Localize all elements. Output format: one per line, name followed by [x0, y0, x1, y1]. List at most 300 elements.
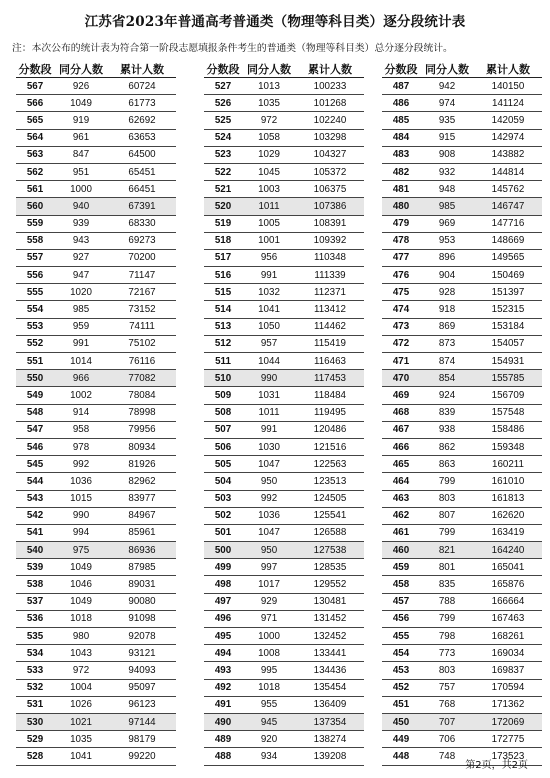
cumulative-count-cell: 145762 — [491, 183, 525, 195]
cumulative-count-cell: 119495 — [314, 407, 346, 419]
score-table-left — [16, 60, 176, 766]
table-row — [382, 233, 542, 250]
cumulative-count-cell: 105372 — [313, 166, 347, 178]
same-score-count-cell: 958 — [72, 424, 90, 436]
table-row — [204, 594, 364, 611]
table-row — [16, 78, 176, 95]
table-row — [16, 645, 176, 662]
score-cell: 478 — [392, 235, 410, 247]
table-row — [16, 628, 176, 645]
same-score-count-cell: 1020 — [70, 286, 92, 298]
same-score-count-cell: 920 — [260, 733, 278, 745]
table-row — [382, 525, 542, 542]
table-row — [382, 731, 542, 748]
same-score-count-cell: 839 — [438, 407, 456, 419]
cumulative-count-cell: 109392 — [313, 235, 347, 247]
same-score-count-cell: 821 — [438, 544, 456, 556]
table-row — [16, 525, 176, 542]
table-row — [204, 147, 364, 164]
cumulative-count-cell: 170594 — [491, 682, 525, 694]
score-cell: 461 — [392, 527, 410, 539]
score-cell: 519 — [214, 218, 232, 230]
cumulative-count-cell: 108391 — [313, 218, 347, 230]
cumulative-count-cell: 160211 — [492, 458, 524, 470]
score-cell: 553 — [26, 321, 44, 333]
score-cell: 456 — [392, 613, 410, 625]
table-row — [16, 198, 176, 215]
same-score-count-cell: 947 — [72, 269, 90, 281]
same-score-count-cell: 915 — [438, 132, 456, 144]
score-cell: 501 — [214, 527, 232, 539]
same-score-count-cell: 873 — [438, 338, 456, 350]
cumulative-count-cell: 164240 — [491, 544, 525, 556]
same-score-count-cell: 1036 — [258, 510, 280, 522]
cumulative-count-cell: 67391 — [128, 200, 156, 212]
cumulative-count-cell: 115419 — [314, 338, 346, 350]
cumulative-count-cell: 92078 — [128, 630, 156, 642]
table-row — [204, 164, 364, 181]
table-row — [16, 112, 176, 129]
same-score-count-cell: 1031 — [258, 389, 280, 401]
table-row — [204, 78, 364, 95]
cumulative-count-cell: 128535 — [313, 561, 347, 573]
cumulative-count-cell: 121516 — [313, 441, 347, 453]
table-row — [204, 628, 364, 645]
same-score-count-cell: 803 — [438, 493, 456, 505]
same-score-count-cell: 985 — [438, 200, 456, 212]
same-score-count-cell: 788 — [438, 596, 456, 608]
cumulative-count-cell: 70200 — [128, 252, 156, 264]
same-score-count-cell: 992 — [260, 493, 278, 505]
score-cell: 450 — [392, 716, 410, 728]
table-row — [382, 353, 542, 370]
same-score-count-cell: 956 — [260, 252, 278, 264]
cumulative-count-cell: 143882 — [491, 149, 525, 161]
table-row — [382, 112, 542, 129]
score-cell: 528 — [26, 750, 44, 762]
cumulative-count-cell: 112371 — [314, 286, 346, 298]
table-row — [382, 130, 542, 147]
score-cell: 483 — [392, 149, 410, 161]
same-score-count-cell: 994 — [72, 527, 90, 539]
same-score-count-cell: 1015 — [70, 493, 92, 505]
score-cell: 505 — [214, 458, 232, 470]
same-score-count-cell: 1041 — [70, 750, 92, 762]
score-cell: 463 — [392, 493, 410, 505]
same-score-count-cell: 1000 — [258, 630, 280, 642]
table-row — [204, 216, 364, 233]
cumulative-count-cell: 137354 — [313, 716, 347, 728]
table-row — [204, 181, 364, 198]
score-cell: 541 — [26, 527, 44, 539]
score-cell: 500 — [214, 544, 232, 556]
table-row — [382, 439, 542, 456]
table-row — [16, 301, 176, 318]
cumulative-count-cell: 150469 — [491, 269, 525, 281]
score-cell: 554 — [26, 304, 44, 316]
cumulative-count-cell: 161010 — [491, 475, 525, 487]
same-score-count-cell: 1046 — [70, 579, 92, 591]
cumulative-count-cell: 172775 — [491, 733, 525, 745]
cumulative-count-cell: 136409 — [313, 699, 347, 711]
same-score-count-cell: 1003 — [258, 183, 280, 195]
same-score-count-cell: 707 — [438, 716, 456, 728]
table-row — [382, 216, 542, 233]
cumulative-count-cell: 157548 — [491, 407, 525, 419]
cumulative-count-cell: 132452 — [313, 630, 347, 642]
cumulative-count-cell: 64500 — [128, 149, 156, 161]
table-row — [204, 250, 364, 267]
same-score-count-cell: 803 — [438, 664, 456, 676]
cumulative-count-cell: 95097 — [128, 682, 156, 694]
score-cell: 564 — [26, 132, 44, 144]
cumulative-count-cell: 76116 — [128, 355, 156, 367]
score-cell: 531 — [26, 699, 44, 711]
table-row — [204, 198, 364, 215]
score-cell: 558 — [26, 235, 44, 247]
cumulative-count-cell: 133441 — [313, 647, 347, 659]
same-score-count-cell: 919 — [72, 114, 90, 126]
table-row — [16, 147, 176, 164]
cumulative-count-cell: 125541 — [313, 510, 347, 522]
score-cell: 484 — [392, 132, 410, 144]
cumulative-count-cell: 103298 — [313, 132, 347, 144]
table-row — [16, 216, 176, 233]
same-score-count-cell: 799 — [438, 527, 456, 539]
page-title: 江苏省2023年普通高考普通类（物理等科目类）逐分段统计表 — [84, 14, 466, 30]
score-cell: 465 — [392, 458, 410, 470]
same-score-count-cell: 1017 — [258, 579, 280, 591]
same-score-count-cell: 991 — [260, 269, 278, 281]
score-cell: 542 — [26, 510, 44, 522]
score-cell: 551 — [26, 355, 44, 367]
score-cell: 527 — [214, 80, 232, 92]
same-score-count-cell: 1018 — [258, 682, 280, 694]
same-score-count-cell: 896 — [438, 252, 456, 264]
score-cell: 473 — [392, 321, 410, 333]
cumulative-count-cell: 118484 — [314, 389, 346, 401]
cumulative-count-cell: 152315 — [491, 304, 525, 316]
cumulative-count-cell: 61773 — [128, 97, 156, 109]
score-cell: 508 — [214, 407, 232, 419]
column-header: 累计人数 — [120, 62, 164, 76]
score-table-right — [382, 60, 542, 766]
cumulative-count-cell: 113412 — [314, 304, 346, 316]
same-score-count-cell: 934 — [260, 750, 278, 762]
column-header: 同分人数 — [59, 62, 103, 76]
score-cell: 467 — [392, 424, 410, 436]
score-cell: 545 — [26, 458, 44, 470]
score-cell: 504 — [214, 475, 232, 487]
score-cell: 462 — [392, 510, 410, 522]
cumulative-count-cell: 172069 — [491, 716, 525, 728]
score-cell: 481 — [392, 183, 410, 195]
cumulative-count-cell: 65451 — [128, 166, 156, 178]
table-row — [16, 353, 176, 370]
score-cell: 466 — [392, 441, 410, 453]
score-cell: 472 — [392, 338, 410, 350]
table-row — [204, 112, 364, 129]
cumulative-count-cell: 135454 — [313, 682, 347, 694]
score-cell: 522 — [214, 166, 232, 178]
table-row — [204, 336, 364, 353]
cumulative-count-cell: 104327 — [313, 149, 347, 161]
score-cell: 566 — [26, 97, 44, 109]
score-cell: 502 — [214, 510, 232, 522]
table-row — [204, 748, 364, 765]
same-score-count-cell: 1011 — [258, 407, 280, 419]
score-cell: 499 — [214, 561, 232, 573]
same-score-count-cell: 799 — [438, 613, 456, 625]
cumulative-count-cell: 85961 — [128, 527, 156, 539]
table-row — [382, 250, 542, 267]
cumulative-count-cell: 129552 — [313, 579, 347, 591]
same-score-count-cell: 940 — [72, 200, 90, 212]
cumulative-count-cell: 123513 — [313, 475, 347, 487]
table-row — [382, 662, 542, 679]
table-row — [16, 731, 176, 748]
score-cell: 453 — [392, 664, 410, 676]
same-score-count-cell: 955 — [260, 699, 278, 711]
table-note: 注：本次公布的统计表为符合第一阶段志愿填报条件考生的普通类（物理等科目类）总分逐分段统计。 — [12, 43, 453, 54]
score-cell: 555 — [26, 286, 44, 298]
column-header: 同分人数 — [247, 62, 291, 76]
same-score-count-cell: 706 — [438, 733, 456, 745]
table-row — [16, 576, 176, 593]
table-row — [204, 491, 364, 508]
cumulative-count-cell: 78084 — [128, 389, 156, 401]
same-score-count-cell: 1036 — [70, 475, 92, 487]
score-cell: 487 — [392, 80, 410, 92]
table-row — [382, 473, 542, 490]
table-row — [204, 697, 364, 714]
table-row — [16, 233, 176, 250]
same-score-count-cell: 1035 — [70, 733, 92, 745]
same-score-count-cell: 991 — [260, 424, 278, 436]
cumulative-count-cell: 169034 — [491, 647, 525, 659]
column-header: 累计人数 — [486, 62, 530, 76]
score-cell: 540 — [26, 544, 44, 556]
same-score-count-cell: 938 — [438, 424, 456, 436]
score-cell: 448 — [392, 750, 410, 762]
cumulative-count-cell: 163419 — [491, 527, 525, 539]
table-row — [204, 508, 364, 525]
table-row — [382, 198, 542, 215]
column-header: 同分人数 — [425, 62, 469, 76]
same-score-count-cell: 1049 — [70, 97, 92, 109]
same-score-count-cell: 1021 — [70, 716, 92, 728]
score-cell: 538 — [26, 579, 44, 591]
table-row — [16, 370, 176, 387]
table-row — [16, 611, 176, 628]
score-cell: 477 — [392, 252, 410, 264]
cumulative-count-cell: 91098 — [128, 613, 156, 625]
same-score-count-cell: 869 — [438, 321, 456, 333]
table-row — [204, 645, 364, 662]
same-score-count-cell: 974 — [438, 97, 456, 109]
same-score-count-cell: 948 — [438, 183, 456, 195]
score-cell: 485 — [392, 114, 410, 126]
score-cell: 498 — [214, 579, 232, 591]
cumulative-count-cell: 158486 — [491, 424, 525, 436]
score-cell: 470 — [392, 372, 410, 384]
cumulative-count-cell: 124505 — [313, 493, 347, 505]
score-cell: 490 — [214, 716, 232, 728]
same-score-count-cell: 854 — [438, 372, 456, 384]
same-score-count-cell: 773 — [438, 647, 456, 659]
score-cell: 510 — [214, 372, 232, 384]
cumulative-count-cell: 116463 — [314, 355, 346, 367]
table-row — [204, 405, 364, 422]
table-row — [382, 319, 542, 336]
same-score-count-cell: 1008 — [258, 647, 280, 659]
same-score-count-cell: 928 — [438, 286, 456, 298]
same-score-count-cell: 971 — [260, 613, 278, 625]
same-score-count-cell: 904 — [438, 269, 456, 281]
cumulative-count-cell: 149565 — [491, 252, 525, 264]
same-score-count-cell: 929 — [260, 596, 278, 608]
score-cell: 489 — [214, 733, 232, 745]
same-score-count-cell: 961 — [72, 132, 90, 144]
table-row — [16, 130, 176, 147]
score-cell: 535 — [26, 630, 44, 642]
table-row — [204, 473, 364, 490]
score-cell: 521 — [214, 183, 232, 195]
same-score-count-cell: 1043 — [70, 647, 92, 659]
cumulative-count-cell: 134436 — [313, 664, 347, 676]
column-header: 累计人数 — [308, 62, 352, 76]
score-cell: 537 — [26, 596, 44, 608]
same-score-count-cell: 966 — [72, 372, 90, 384]
same-score-count-cell: 932 — [438, 166, 456, 178]
table-row — [204, 731, 364, 748]
score-cell: 475 — [392, 286, 410, 298]
score-cell: 494 — [214, 647, 232, 659]
table-row — [382, 508, 542, 525]
table-row — [382, 680, 542, 697]
cumulative-count-cell: 155785 — [491, 372, 525, 384]
cumulative-count-cell: 68330 — [128, 218, 156, 230]
table-header-row — [16, 60, 176, 78]
cumulative-count-cell: 146747 — [491, 200, 525, 212]
table-row — [204, 233, 364, 250]
table-row — [382, 78, 542, 95]
score-cell: 559 — [26, 218, 44, 230]
score-cell: 493 — [214, 664, 232, 676]
score-cell: 560 — [26, 200, 44, 212]
score-cell: 492 — [214, 682, 232, 694]
cumulative-count-cell: 89031 — [128, 579, 156, 591]
score-cell: 452 — [392, 682, 410, 694]
score-cell: 479 — [392, 218, 410, 230]
table-row — [16, 319, 176, 336]
cumulative-count-cell: 127538 — [313, 544, 347, 556]
same-score-count-cell: 835 — [438, 579, 456, 591]
same-score-count-cell: 748 — [438, 750, 456, 762]
score-cell: 565 — [26, 114, 44, 126]
same-score-count-cell: 1000 — [70, 183, 92, 195]
table-row — [382, 456, 542, 473]
same-score-count-cell: 1044 — [258, 355, 280, 367]
table-row — [382, 336, 542, 353]
table-row — [382, 491, 542, 508]
same-score-count-cell: 950 — [260, 544, 278, 556]
table-row — [204, 680, 364, 697]
same-score-count-cell: 975 — [72, 544, 90, 556]
score-cell: 549 — [26, 389, 44, 401]
cumulative-count-cell: 99220 — [128, 750, 156, 762]
cumulative-count-cell: 154057 — [491, 338, 525, 350]
score-cell: 512 — [214, 338, 232, 350]
score-cell: 506 — [214, 441, 232, 453]
cumulative-count-cell: 77082 — [128, 372, 156, 384]
same-score-count-cell: 957 — [260, 338, 278, 350]
cumulative-count-cell: 84967 — [128, 510, 156, 522]
table-row — [16, 336, 176, 353]
score-cell: 534 — [26, 647, 44, 659]
table-row — [16, 405, 176, 422]
cumulative-count-cell: 71147 — [128, 269, 156, 281]
cumulative-count-cell: 117453 — [314, 372, 346, 384]
same-score-count-cell: 1029 — [258, 149, 280, 161]
cumulative-count-cell: 148669 — [491, 235, 525, 247]
score-cell: 503 — [214, 493, 232, 505]
table-row — [382, 267, 542, 284]
score-cell: 546 — [26, 441, 44, 453]
table-header-row — [382, 60, 542, 78]
cumulative-count-cell: 153184 — [491, 321, 525, 333]
same-score-count-cell: 951 — [72, 166, 90, 178]
same-score-count-cell: 990 — [260, 372, 278, 384]
cumulative-count-cell: 79956 — [128, 424, 156, 436]
cumulative-count-cell: 111339 — [314, 269, 346, 281]
score-cell: 511 — [215, 355, 231, 367]
column-header: 分数段 — [384, 62, 418, 76]
same-score-count-cell: 980 — [72, 630, 90, 642]
cumulative-count-cell: 144814 — [491, 166, 525, 178]
table-row — [16, 594, 176, 611]
table-row — [16, 164, 176, 181]
table-row — [382, 542, 542, 559]
same-score-count-cell: 943 — [72, 235, 90, 247]
cumulative-count-cell: 100233 — [313, 80, 347, 92]
cumulative-count-cell: 107386 — [313, 200, 347, 212]
same-score-count-cell: 914 — [72, 407, 90, 419]
table-row — [16, 559, 176, 576]
same-score-count-cell: 1035 — [258, 97, 280, 109]
same-score-count-cell: 798 — [438, 630, 456, 642]
same-score-count-cell: 1047 — [258, 527, 280, 539]
cumulative-count-cell: 171362 — [491, 699, 525, 711]
same-score-count-cell: 935 — [438, 114, 456, 126]
score-cell: 474 — [392, 304, 410, 316]
same-score-count-cell: 945 — [260, 716, 278, 728]
cumulative-count-cell: 141124 — [492, 97, 524, 109]
cumulative-count-cell: 114462 — [314, 321, 346, 333]
same-score-count-cell: 1013 — [258, 80, 280, 92]
cumulative-count-cell: 101268 — [313, 97, 347, 109]
cumulative-count-cell: 167463 — [491, 613, 525, 625]
same-score-count-cell: 1026 — [70, 699, 92, 711]
table-row — [382, 697, 542, 714]
same-score-count-cell: 757 — [438, 682, 456, 694]
score-cell: 491 — [214, 699, 232, 711]
column-header: 分数段 — [18, 62, 52, 76]
table-row — [16, 714, 176, 731]
same-score-count-cell: 862 — [438, 441, 456, 453]
score-cell: 488 — [214, 750, 232, 762]
score-cell: 567 — [26, 80, 44, 92]
